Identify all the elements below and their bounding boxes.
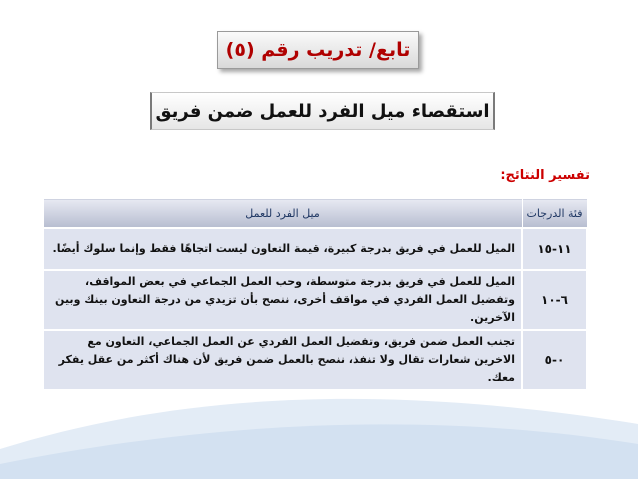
- slide-title: [217, 31, 419, 69]
- description-cell: الميل للعمل في فريق بدرجة متوسطة، وحب العمل الجماعي في بعض المواقف، وتفضيل العمل الفردي في مواقف أخرى، ننصح بأن تزيدي من درجة التعاون بينك وبين الآخرين.: [43, 270, 522, 330]
- description-cell: تجنب العمل ضمن فريق، وتفضيل العمل الفردي عن العمل الجماعي، التعاون مع الاخرين شعارات تقال ولا تنفذ، ننصح بالعمل ضمن فريق لأن هناك أكثر من عقل يفكر معك.: [43, 330, 522, 390]
- table-row: [43, 330, 587, 390]
- grade-range-cell: ١١-١٥: [522, 228, 587, 270]
- grade-range-cell: ٦-١٠: [522, 270, 587, 330]
- table-row: [43, 228, 587, 270]
- table-header-row: [43, 199, 587, 229]
- results-table: [42, 198, 588, 391]
- slide-title-text: تابع/ تدريب رقم (٥): [225, 39, 411, 61]
- survey-title: [150, 92, 495, 130]
- results-interpretation-label: تفسير النتائج:: [500, 168, 590, 183]
- header-description: ميل الفرد للعمل: [43, 199, 522, 229]
- description-cell: الميل للعمل في فريق بدرجة كبيرة، قيمة التعاون ليست اتجاهًا فقط وإنما سلوك أيضًا.: [43, 228, 522, 270]
- header-grade-range: فئة الدرجات: [522, 199, 587, 229]
- survey-title-text: استقصاء ميل الفرد للعمل ضمن فريق: [155, 100, 490, 122]
- grade-range-cell: ٠-٥: [522, 330, 587, 390]
- table-row: [43, 270, 587, 330]
